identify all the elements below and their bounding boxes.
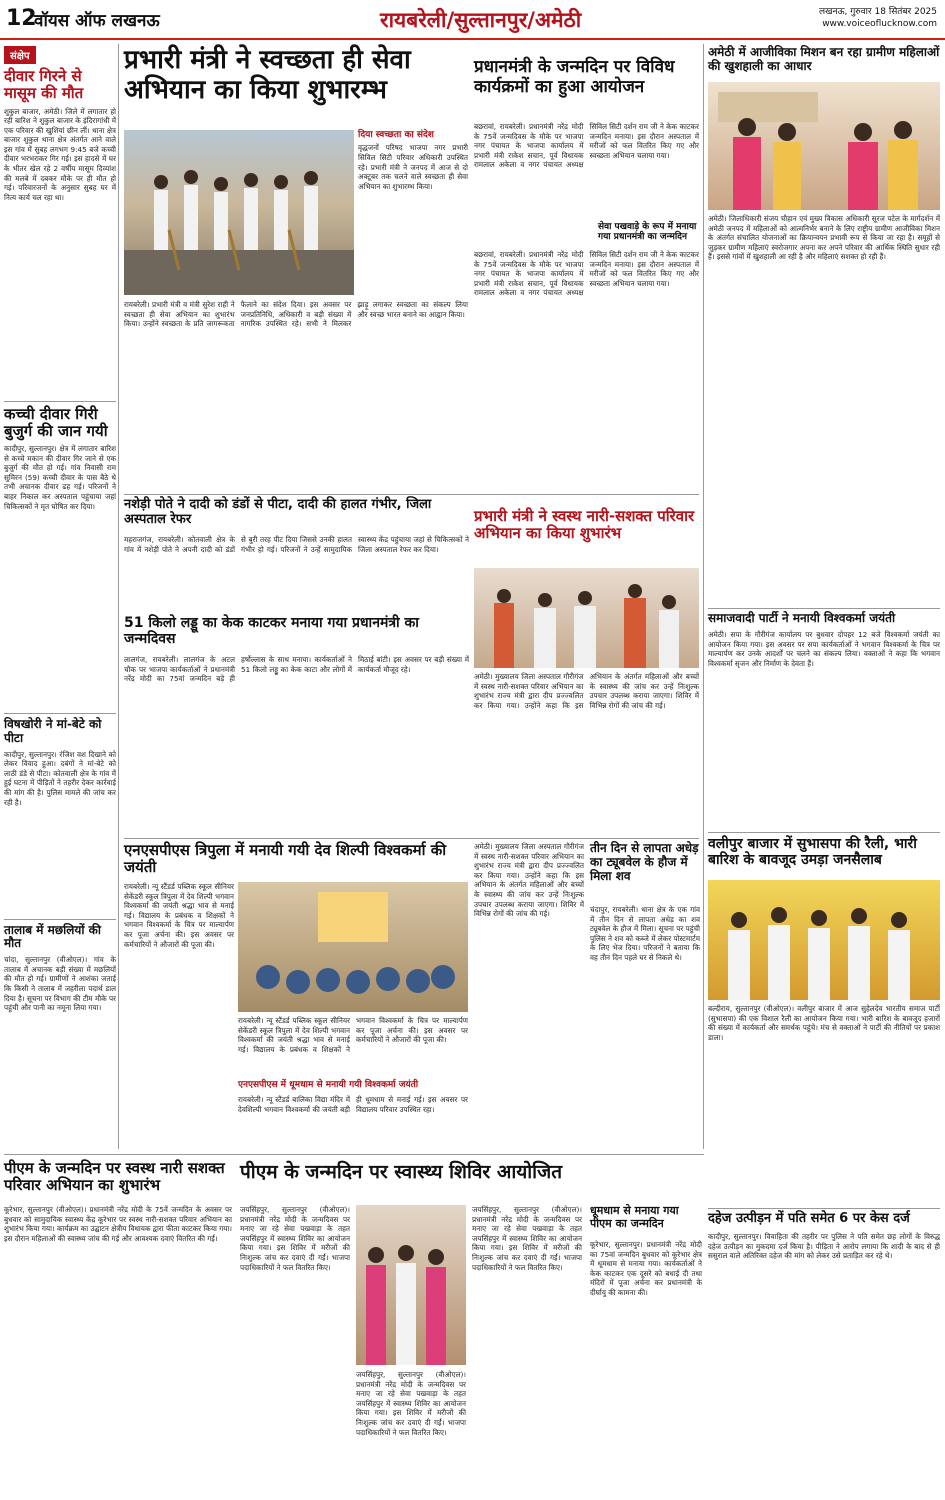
left-column [4,44,116,1149]
column-rule [118,44,119,1149]
paper-name: वॉयस ऑफ लखनऊ [34,11,160,31]
lead-headline-line1: प्रभारी मंत्री ने स्वच्छता ही सेवा [124,45,411,75]
dateline [819,6,937,30]
story1-body: शुकुल बाजार, अमेठी। जिले में लगातार हो रही बारिश ने शुकुल बाजार के इंदिरागांधी में एक परिवार की खुशियां छीन लीं। थाना क्षेत्र बाजार शुकुल थाना क्षेत्र अंतर्गत आने वाले इस गांव में सुबह लगभग 9:45 बजे कच्ची दीवार भरभराकर गिर गई। इस हादसे में घर के भीतर खेल रहे 2 वर्षीय मासूम दिव्यांश की मलबे में दबकर मौके पर ही मौत हो गई। परिवारजनों के अनुसार सुबह घर में नित्य कार्य चल रहा था। [4,106,116,202]
grandson-headline: नशेड़ी पोते ने दादी को डंडों से पीटा, दादी की हालत गंभीर, जिला अस्पताल रेफर [124,497,432,527]
livelihood-headline: अमेठी में आजीविका मिशन बन रहा ग्रामीण महिलाओं की खुशहाली का आधार [708,45,940,73]
missing-body: चंदापुर, रायबरेली। थाना क्षेत्र के एक गांव में तीन दिन से लापता अधेड़ का शव ट्यूबवेल के हौज में मिला। सूचना पर पहुंची पुलिस ने शव को कब्जे में लेकर पोस्टमार्टम के लिए भेज दिया। परिजनों ने बताया कि वह तीन दिन पहले घर से निकले थे। [590,905,700,962]
divider [4,1154,704,1155]
lead-headline-line2: अभियान का किया शुभारम्भ [124,74,387,105]
bottom-center-body: जयसिंहपुर, सुल्तानपुर (वीओएल)। प्रधानमंत्री नरेंद्र मोदी के जन्मदिवस पर मनाए जा रहे सेवा पखवाड़ा के तहत जयसिंहपुर में स्वास्थ्य शिविर का आयोजन किया गया। इस शिविर में मरीजों की निःशुल्क जांच कर दवाएं दी गईं। भाजपा पदाधिकारियों ने फल वितरित किए। [240,1205,350,1272]
health-camp-photo [356,1205,466,1365]
bottom-left-body: कूरेभार, सुल्तानपुर (वीओएल)। प्रधानमंत्री नरेंद्र मोदी के 75वें जन्मदिन के अवसर पर बुधवार को सामुदायिक स्वास्थ्य केंद्र कूरेभार पर स्वस्थ नारी-सशक्त परिवार अभियान का शुभारंभ किया गया। कार्यक्रम का उद्घाटन क्षेत्रीय विधायक द्वारा फीता काटकर किया गया। इस दौरान महिलाओं की स्वास्थ्य जांच की गई और आवश्यक दवाएं वितरित की गईं। [4,1205,232,1243]
divider [124,494,699,495]
rally-photo [708,880,940,1000]
divider [4,401,116,402]
vishwakarma-subhead: एनएसपीएस में धूमधाम से मनायी गयी विश्वकर्मा जयंती [238,1080,419,1090]
story2-body: कादीपुर, सुल्तानपुर। क्षेत्र में लगातार बारिश से कच्चे मकान की दीवार गिर जाने से एक बुजुर्ग की मौत हो गई। गांव निवासी राम सुमिरन (59) कच्ची दीवार के पास बैठे थे तभी अचानक दीवार ढह गई। परिजनों ने बाहर निकाल कर अस्पताल पहुंचाया जहां चिकित्सकों ने मृत घोषित कर दिया। [4,444,116,511]
story4-body: चांदा, सुल्तानपुर (वीओएल)। गांव के तालाब में अचानक बड़ी संख्या में मछलियों की मौत हो गई। ग्रामीणों ने आशंका जताई कि किसी ने तालाब में जहरीला पदार्थ डाल दिया है। सूचना पर विभाग की टीम मौके पर पहुंची और पानी का नमूना लिया गया। [4,955,116,1013]
story2-title: कच्ची दीवार गिरी बुजुर्ग की जान गयी [4,404,108,440]
pm-events-body-cont: बछरावां, रायबरेली। प्रधानमंत्री नरेंद्र मोदी के 75वें जन्मदिवस के मौके पर भाजपा नगर पंचायत के भाजपा कार्यालय में प्रभारी मंत्री राकेश सचान, पूर्व विधायक रामलाल अकेला व नगर पंचायत अध्यक्ष सिविल सिटी दर्शन राम जी ने केक काटकर जन्मदिन मनाया। इस दौरान अस्पताल में मरीजों को फल वितरित किए गए और स्वच्छता अभियान चलाया गया। [474,250,699,298]
lead-kicker: दिया स्वच्छता का संदेश [358,130,434,140]
pm-events-body: बछरावां, रायबरेली। प्रधानमंत्री नरेंद्र मोदी के 75वें जन्मदिवस के मौके पर भाजपा नगर पंचायत के भाजपा कार्यालय में प्रभारी मंत्री राकेश सचान, पूर्व विधायक रामलाल अकेला व नगर पंचायत अध्यक्ष सिविल सिटी दर्शन राम जी ने केक काटकर जन्मदिन मनाया। इस दौरान अस्पताल में मरीजों को फल वितरित किए गए और स्वच्छता अभियान चलाया गया। [474,122,699,170]
livelihood-body: अमेठी। जिलाधिकारी संजय चौहान एवं मुख्य विकास अधिकारी सूरज पटेल के मार्गदर्शन में अमेठी जनपद में महिलाओं को आत्मनिर्भर बनाने के लिए राष्ट्रीय ग्रामीण आजीविका मिशन के अंतर्गत संचालित योजनाओं का क्रियान्वयन प्रभावी रूप से किया जा रहा है। समूहों से जुड़कर ग्रामीण महिलाएं स्वरोजगार अपना कर अपने परिवार की आर्थिक स्थिति सुधार रही हैं। इससे गांवों में खुशहाली आ रही है और महिलाएं सशक्त हो रही हैं। [708,214,940,262]
divider [708,608,940,609]
divider [708,832,940,833]
vishwakarma-tripura-body: रायबरेली। न्यू स्टैंडर्ड पब्लिक स्कूल सीनियर सेकेंडरी स्कूल त्रिपुला में देव शिल्पी भगवान विश्वकर्मा की जयंती श्रद्धा भाव से मनाई गई। विद्यालय के प्रबंधक व शिक्षकों ने भगवान विश्वकर्मा के चित्र पर माल्यार्पण कर पूजा अर्चना की। इस अवसर पर कर्मचारियों ने औजारों की पूजा की। [124,882,234,949]
bottom-center-body-cont: जयसिंहपुर, सुल्तानपुर (वीओएल)। प्रधानमंत्री नरेंद्र मोदी के जन्मदिवस पर मनाए जा रहे सेवा पखवाड़ा के तहत जयसिंहपुर में स्वास्थ्य शिविर का आयोजन किया गया। इस शिविर में मरीजों की निःशुल्क जांच कर दवाएं दी गईं। भाजपा पदाधिकारियों ने फल वितरित किए। [356,1370,466,1437]
lead-photo-figures [124,130,354,295]
livelihood-photo [708,82,940,210]
dowry-headline: दहेज उत्पीड़न में पति समेत 6 पर केस दर्ज [708,1211,910,1226]
vishwakarma-photo [238,882,468,1012]
sp-vishwakarma-headline: समाजवादी पार्टी ने मनायी विश्वकर्मा जयंती [708,611,896,625]
bottom-center-headline: पीएम के जन्मदिन पर स्वास्थ्य शिविर आयोजित [240,1161,563,1183]
page-number: 12 [6,6,37,31]
grandson-body: महराजगंज, रायबरेली। कोतवाली क्षेत्र के गांव में नशेड़ी पोते ने अपनी दादी को डंडों से बुरी तरह पीट दिया जिससे उनकी हालत गंभीर हो गई। परिजनों ने उन्हें सामुदायिक स्वास्थ्य केंद्र पहुंचाया जहां से चिकित्सकों ने जिला अस्पताल रेफर कर दिया। [124,535,469,554]
vishwakarma-tripura-body-cont: रायबरेली। न्यू स्टैंडर्ड पब्लिक स्कूल सीनियर सेकेंडरी स्कूल त्रिपुला में देव शिल्पी भगवान विश्वकर्मा की जयंती श्रद्धा भाव से मनाई गई। विद्यालय के प्रबंधक व शिक्षकों ने भगवान विश्वकर्मा के चित्र पर माल्यार्पण कर पूजा अर्चना की। इस अवसर पर कर्मचारियों ने औजारों की पूजा की। [238,1016,468,1054]
rally-headline: वलीपुर बाजार में सुभासपा की रैली, भारी बारिश के बावजूद उमड़ा जनसैलाब [708,836,917,869]
laddu-body: लालगंज, रायबरेली। लालगंज के अटल चौक पर भाजपा कार्यकर्ताओं ने प्रधानमंत्री नरेंद्र मोदी का 75वां जन्मदिन बड़े ही हर्षोल्लास के साथ मनाया। कार्यकर्ताओं ने 51 किलो लड्डू का केक काटा और लोगों में मिठाई बांटी। इस अवसर पर बड़ी संख्या में कार्यकर्ता मौजूद रहे। [124,655,469,684]
pm-events-headline: प्रधानमंत्री के जन्मदिन पर विविध कार्यक्रमों का हुआ आयोजन [474,57,675,97]
story1-title: दीवार गिरने से मासूम की मौत [4,67,84,103]
story3-title: विषखोरी ने मां-बेटे को पीटा [4,717,102,745]
divider [4,713,116,714]
region-heading: रायबरेली/सुल्तानपुर/अमेठी [380,8,582,32]
date-text: लखनऊ, गुरुवार 18 सितंबर 2025 [818,7,937,17]
divider [124,838,699,839]
women-health-photo [474,568,699,668]
laddu-headline: 51 किलो लड्डू का केक काटकर मनाया गया प्रधानमंत्री का जन्मदिवस [124,615,419,648]
women-health-body-cont: अमेठी। मुख्यालय जिला अस्पताल गौरीगंज में स्वस्थ नारी-सशक्त परिवार अभियान का शुभारंभ राज्य मंत्री द्वारा दीप प्रज्ज्वलित कर किया गया। उन्होंने कहा कि इस अभियान के अंतर्गत महिलाओं और बच्चों के स्वास्थ्य की जांच कर उन्हें निःशुल्क उपचार उपलब्ध कराया जाएगा। शिविर में विभिन्न रोगों की जांच की गई। [474,842,584,919]
women-health-body: अमेठी। मुख्यालय जिला अस्पताल गौरीगंज में स्वस्थ नारी-सशक्त परिवार अभियान का शुभारंभ राज्य मंत्री द्वारा दीप प्रज्ज्वलित कर किया गया। उन्होंने कहा कि इस अभियान के अंतर्गत महिलाओं और बच्चों के स्वास्थ्य की जांच कर उन्हें निःशुल्क उपचार उपलब्ध कराया जाएगा। शिविर में विभिन्न रोगों की जांच की गई। [474,672,699,710]
story3-body: कादीपुर, सुल्तानपुर। रंजिश वश दिखाने को लेकर विवाद हुआ। दबंगों ने मां-बेटे को लाठी डंडे से पीटा। कोतवाली क्षेत्र के गांव में हुई घटना में पीड़ितों ने तहरीर देकर कार्रवाई की मांग की है। पुलिस मामले की जांच कर रही है। [4,749,116,807]
column-rule [703,44,704,1149]
women-health-photo-figures [474,568,699,668]
dowry-body: कादीपुर, सुल्तानपुर। विवाहिता की तहरीर पर पुलिस ने पति समेत छह लोगों के विरुद्ध दहेज उत्पीड़न का मुकदमा दर्ज किया है। पीड़िता ने आरोप लगाया कि शादी के बाद से ही ससुराल वाले अतिरिक्त दहेज की मांग को लेकर उसे प्रताड़ित कर रहे थे। [708,1232,940,1261]
vishwakarma-photo-figures [238,882,468,1012]
lead-sidebar [358,130,468,295]
livelihood-photo-figures [708,82,940,210]
rally-body: बल्दीराय, सुल्तानपुर (वीओएल)। वलीपुर बाजार में आज सुहेलदेव भारतीय समाज पार्टी (सुभासपा) की एक विशाल रैली का आयोजन किया गया। भारी बारिश के बावजूद हजारों की संख्या में कार्यकर्ता और समर्थक पहुंचे। मंच से वक्ताओं ने पार्टी की नीतियों पर प्रकाश डाला। [708,1004,940,1042]
lead-side-text: वृद्धजनों परिषद भाजपा नगर प्रभारी सिविल सिटी परिवार अधिकारी उपस्थित रहे। प्रभारी मंत्री ने जनपद में आज से दो अक्टूबर तक चलने वाले स्वच्छता ही सेवा अभियान का शुभारम्भ किया। [358,143,468,191]
health-camp-photo-figures [356,1205,466,1365]
pm-events-subhead: सेवा पखवाड़े के रूप में मनाया गया प्रधानमंत्री का जन्मदिन [598,222,697,243]
website-link[interactable]: www.voiceoflucknow.com [822,19,937,29]
bottom-mid-headline: धूमधाम से मनाया गया पीएम का जन्मदिन [590,1204,679,1230]
vishwakarma-tripura-headline: एनएसपीएस त्रिपुला में मनायी गयी देव शिल्पी विश्वकर्मा की जयंती [124,841,447,877]
divider [708,1208,940,1209]
lead-headline [124,46,464,106]
section-tag: संक्षेप [4,46,36,64]
missing-headline: तीन दिन से लापता अधेड़ का ट्यूबवेल के हौज में मिला शव [590,841,699,883]
lead-photo [124,130,354,295]
bottom-center-body-extra: जयसिंहपुर, सुल्तानपुर (वीओएल)। प्रधानमंत्री नरेंद्र मोदी के जन्मदिवस पर मनाए जा रहे सेवा पखवाड़ा के तहत जयसिंहपुर में स्वास्थ्य शिविर का आयोजन किया गया। इस शिविर में मरीजों की निःशुल्क जांच कर दवाएं दी गईं। भाजपा पदाधिकारियों ने फल वितरित किए। [472,1205,582,1272]
lead-body: रायबरेली। प्रभारी मंत्री व मंत्री सुरेश राही ने स्वच्छता ही सेवा अभियान का शुभारंभ किया। उन्होंने स्वच्छता के प्रति जागरूकता फैलाने का संदेश दिया। इस अवसर पर जनप्रतिनिधि, अधिकारी व बड़ी संख्या में नागरिक उपस्थित रहे। सभी ने मिलकर झाड़ू लगाकर स्वच्छता का संकल्प लिया और स्वच्छ भारत बनाने का आह्वान किया। [124,300,468,329]
bottom-mid-body: कूरेभार, सुल्तानपुर। प्रधानमंत्री नरेंद्र मोदी का 75वां जन्मदिन बुधवार को कूरेभार क्षेत्र में धूमधाम से मनाया गया। कार्यकर्ताओं ने केक काटकर एक दूसरे को बधाई दी तथा मंदिरों में पूजा अर्चना कर प्रधानमंत्री के दीर्घायु की कामना की। [590,1240,702,1297]
vishwakarma-body2: रायबरेली। न्यू स्टैंडर्ड बालिका विद्या मंदिर में देवशिल्पी भगवान विश्वकर्मा की जयंती बड़ी ही धूमधाम से मनाई गई। इस अवसर पर विद्यालय परिवार उपस्थित रहा। [238,1095,468,1114]
sp-vishwakarma-body: अमेठी। सपा के गौरीगंज कार्यालय पर बुधवार दोपहर 12 बजे विश्वकर्मा जयंती का आयोजन किया गया। इस अवसर पर सपा कार्यकर्ताओं ने भगवान विश्वकर्मा के चित्र पर माल्यार्पण कर उनके आदर्शों पर चलने का संकल्प लिया। वक्ताओं ने कहा कि भगवान विश्वकर्मा सृजन और निर्माण के देवता हैं। [708,630,940,668]
story4-title: तालाब में मछलियों की मौत [4,922,101,951]
divider [4,919,116,920]
bottom-left-headline: पीएम के जन्मदिन पर स्वस्थ नारी सशक्त परिवार अभियान का शुभारंभ [4,1159,225,1195]
women-health-headline: प्रभारी मंत्री ने स्वस्थ नारी-सशक्त परिवार अभियान का किया शुभारंभ [474,507,695,543]
rally-photo-figures [708,880,940,1000]
masthead [0,0,945,40]
